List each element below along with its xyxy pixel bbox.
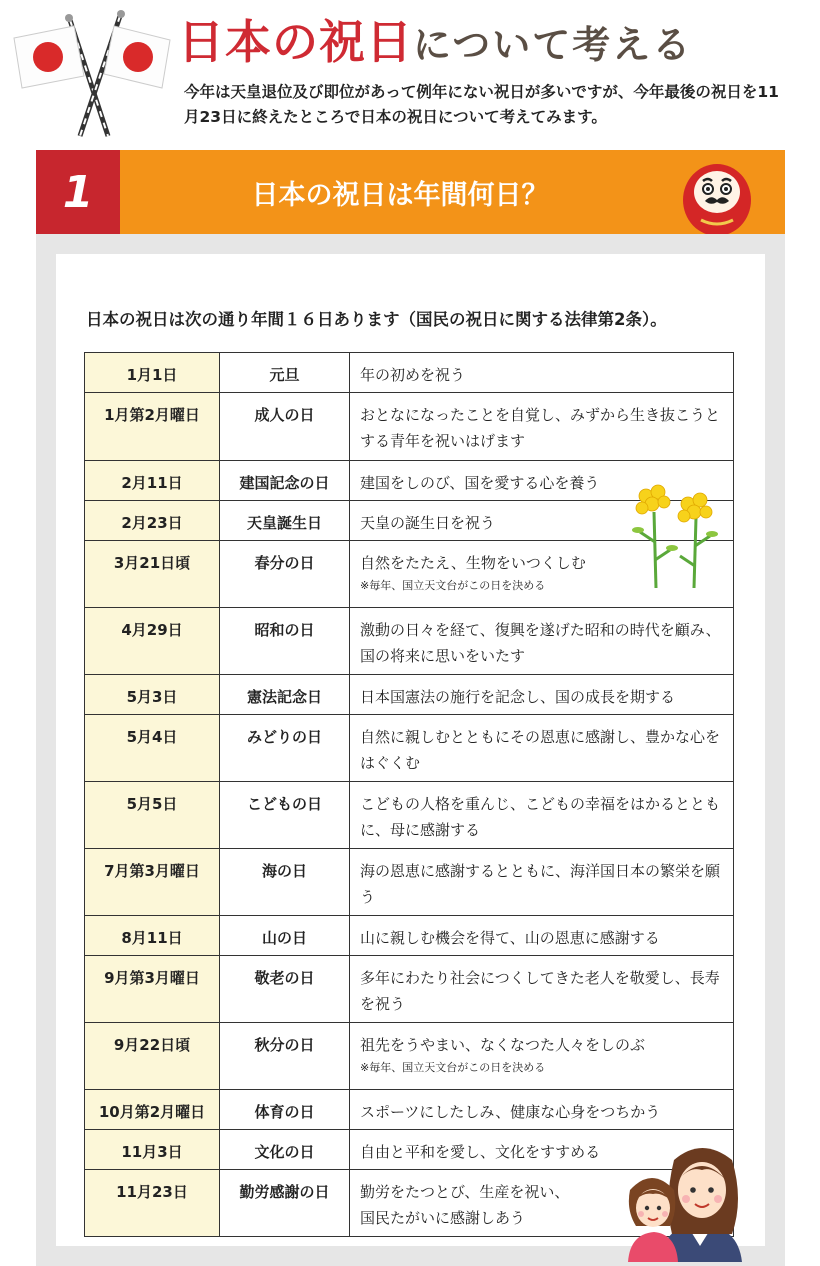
holiday-name: 成人の日	[220, 393, 350, 461]
page-title-main: 日本の祝日	[178, 15, 413, 69]
holiday-description-text: 山に親しむ機会を得て、山の恩恵に感謝する	[360, 929, 660, 947]
holiday-description-text: 激動の日々を経て、復興を遂げた昭和の時代を顧み、国の将来に思いをいたす	[360, 621, 721, 665]
table-row	[85, 849, 734, 916]
holiday-name: 昭和の日	[220, 608, 350, 675]
holiday-name: 敬老の日	[220, 956, 350, 1023]
holiday-description	[350, 1023, 734, 1090]
holiday-date: 1月第2月曜日	[85, 393, 220, 461]
holiday-name: 秋分の日	[220, 1023, 350, 1090]
holiday-date: 4月29日	[85, 608, 220, 675]
holiday-date: 5月3日	[85, 675, 220, 715]
table-row	[85, 393, 734, 461]
holiday-description	[350, 675, 734, 715]
holiday-date: 11月23日	[85, 1170, 220, 1237]
rapeseed-flower-icon	[630, 482, 722, 588]
holiday-description	[350, 1090, 734, 1130]
holiday-description-text: スポーツにしたしみ、健康な心身をつちかう	[360, 1103, 661, 1121]
table-row	[85, 1023, 734, 1090]
holiday-description	[350, 353, 734, 393]
holiday-name: 春分の日	[220, 541, 350, 608]
holiday-name: 元旦	[220, 353, 350, 393]
table-row	[85, 1090, 734, 1130]
table-row	[85, 956, 734, 1023]
holiday-name: 文化の日	[220, 1130, 350, 1170]
holiday-description-text: おとなになったことを自覚し、みずから生き抜こうとする青年を祝いはげます	[360, 406, 721, 450]
holiday-date: 10月第2月曜日	[85, 1090, 220, 1130]
table-row	[85, 782, 734, 849]
holiday-description-text: 自然をたたえ、生物をいつくしむ	[360, 554, 586, 572]
holiday-description	[350, 916, 734, 956]
section-header	[36, 150, 785, 234]
table-row	[85, 715, 734, 782]
holiday-description	[350, 608, 734, 675]
holiday-name: 勤労感謝の日	[220, 1170, 350, 1237]
holiday-date: 2月23日	[85, 501, 220, 541]
section-number: 1	[36, 150, 120, 234]
holiday-name: 体育の日	[220, 1090, 350, 1130]
holiday-description-text: 勤労をたつとび、生産を祝い、 国民たがいに感謝しあう	[360, 1183, 570, 1227]
holiday-date: 9月22日頃	[85, 1023, 220, 1090]
table-row	[85, 608, 734, 675]
intro-text: 今年は天皇退位及び即位があって例年にない祝日が多いですが、今年最後の祝日を11月23日に終えたところで日本の祝日について考えてみます。	[184, 83, 779, 126]
holiday-name: 憲法記念日	[220, 675, 350, 715]
holiday-description	[350, 782, 734, 849]
holiday-name: 海の日	[220, 849, 350, 916]
holiday-description-text: こどもの人格を重んじ、こどもの幸福をはかるとともに、母に感謝する	[360, 795, 721, 839]
table-row	[85, 916, 734, 956]
holiday-date: 11月3日	[85, 1130, 220, 1170]
holiday-date: 1月1日	[85, 353, 220, 393]
mother-and-child-icon	[620, 1134, 750, 1262]
holiday-description-text: 祖先をうやまい、なくなつた人々をしのぶ	[360, 1036, 646, 1054]
holiday-description-text: 自然に親しむとともにその恩恵に感謝し、豊かな心をはぐくむ	[360, 728, 721, 772]
holiday-note: ※毎年、国立天文台がこの日を決める	[360, 579, 546, 592]
holiday-note: ※毎年、国立天文台がこの日を決める	[360, 1061, 546, 1074]
holiday-date: 5月4日	[85, 715, 220, 782]
crossed-japan-flags-icon	[8, 6, 176, 138]
holiday-date: 9月第3月曜日	[85, 956, 220, 1023]
holiday-description	[350, 849, 734, 916]
holiday-description-text: 自由と平和を愛し、文化をすすめる	[360, 1143, 601, 1161]
holiday-description-text: 海の恩恵に感謝するとともに、海洋国日本の繁栄を願う	[360, 862, 721, 906]
holiday-date: 7月第3月曜日	[85, 849, 220, 916]
holiday-date: 2月11日	[85, 461, 220, 501]
lead-text: 日本の祝日は次の通り年間１６日あります（国民の祝日に関する法律第2条）。	[86, 310, 667, 329]
holiday-description	[350, 715, 734, 782]
holiday-date: 5月5日	[85, 782, 220, 849]
holiday-name: みどりの日	[220, 715, 350, 782]
table-row	[85, 675, 734, 715]
holiday-name: こどもの日	[220, 782, 350, 849]
holiday-name: 天皇誕生日	[220, 501, 350, 541]
section-title: 日本の祝日は年間何日？	[251, 179, 549, 211]
content-panel	[36, 234, 785, 1266]
holiday-description-text: 建国をしのび、国を愛する心を養う	[360, 474, 600, 492]
page-title-sub: について考える	[413, 23, 693, 67]
holiday-description-text: 日本国憲法の施行を記念し、国の成長を期する	[360, 688, 676, 706]
daruma-icon	[679, 156, 755, 238]
holiday-name: 山の日	[220, 916, 350, 956]
holiday-description-text: 多年にわたり社会につくしてきた老人を敬愛し、長寿を祝う	[360, 969, 720, 1013]
content-card	[56, 254, 765, 1246]
holiday-description	[350, 956, 734, 1023]
holiday-date: 3月21日頃	[85, 541, 220, 608]
holiday-description-text: 天皇の誕生日を祝う	[360, 514, 496, 532]
holiday-name: 建国記念の日	[220, 461, 350, 501]
table-row	[85, 353, 734, 393]
holiday-description	[350, 393, 734, 461]
page-title	[178, 6, 692, 70]
holiday-description-text: 年の初めを祝う	[360, 366, 466, 384]
holiday-date: 8月11日	[85, 916, 220, 956]
